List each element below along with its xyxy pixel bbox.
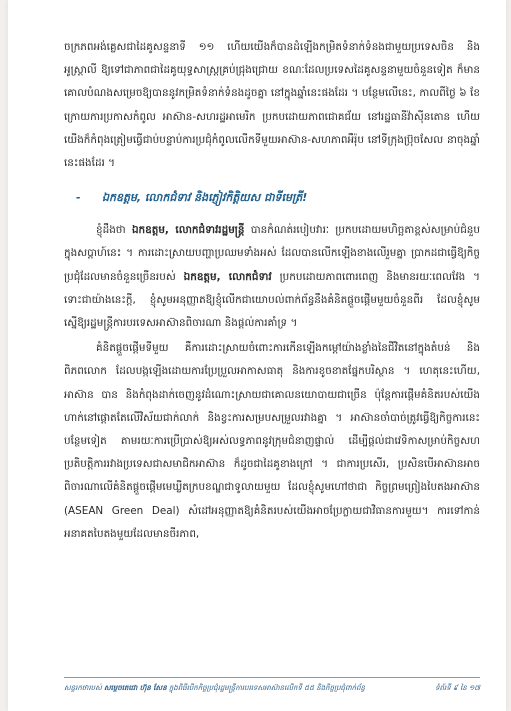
- footer-speaker: សម្តេចតេជោ ហ៊ុន សែន: [104, 684, 167, 692]
- heading-dash: -: [76, 191, 81, 205]
- paragraph-2-honorific-2: ឯកឧត្តម, លោកជំទាវ: [183, 270, 272, 283]
- document-page: [8, 0, 506, 711]
- paragraph-2: [64, 219, 480, 335]
- paragraph-1: ចក្រភពអង់គ្លេសជាដៃគូសន្ទនាទី ១១ ហើយយើងក៏បានដំឡើងកម្រិតទំនាក់ទំនងជាមួយប្រទេសចិន និងអូស្ត្រាលី ឱ្យទៅជាភាពជាដៃគូយុទ្ធសាស្ត្រគ្រប់ជ្រុងជ្រោយ ខណៈដែលប្រទេសដៃគូសន្ទនាមួយចំនួនទៀត ក៏មានគោលបំណងសម្រេចឱ្យបាននូវកម្រិតទំនាក់ទំនងដូចគ្នា នៅក្នុងឆ្នាំនេះផងដែរ ។ បន្ថែមលើនេះ, កាលពីថ្ងៃ ៦ ខែ ក្រោយការប្រកាសកំពូល អាស៊ាន-សហរដ្ឋអាមេរិក ប្រកបដោយភាពជោគជ័យ នៅរដ្ឋធានីវ៉ាស៊ីនតោន ហើយយើងក៏កំពុងត្រៀមធ្វើជាប់បន្ទាប់ការប្រជុំកំពូលលើកទីមួយអាស៊ាន-សហភាពអឺរ៉ុប នៅទីក្រុងប្រ៊ុចសែល នាចុងឆ្នាំនេះផងដែរ ។: [64, 41, 480, 170]
- paragraph-3: គំនិតផ្តួចផ្តើមទីមួយ គឺការដោះស្រាយចំពោះការកើនឡើងកម្តៅយ៉ាងខ្លាំងនៃជីវិតនៅក្នុងតំបន់ និងពិភពលោក ដែលបង្កឡើងដោយការប្រែប្រួលអាកាសធាតុ និងការខូចខាតផ្នែកបរិស្ថាន ។ ហេតុនេះហើយ, អាស៊ាន បាន និងកំពុងដាក់ចេញនូវដំណោះស្រាយជាគោលនយោបាយជាច្រើន ប៉ុន្តែការផ្តើមគំនិតរបស់យើង ហាក់នៅផ្តោតតែលើវិស័យជាក់លាក់ និងខ្វះការសម្របសម្រួលរវាងគ្នា ។ អាស៊ានចាំបាច់ត្រូវធ្វើឱ្យកិច្ចការនេះបន្ថែមទៀត តាមរយៈការប្រើប្រាស់ឱ្យអស់លទ្ធភាពនូវក្រុមជំនាញផ្ទាល់ ដើម្បីផ្តល់ជាវេទិកាសម្រាប់កិច្ចសហប្រតិបត្តិការរវាងប្រទេសជាសមាជិកអាស៊ាន ក៏ដូចជាដៃគូខាងក្រៅ ។ ជាការប្រសើរ, ប្រសិនបើអាស៊ានអាចពិចារណាលើគំនិតផ្តួចផ្តើមមេឃ្លីតក្របខណ្ឌជាទូលាយមួយ ដែលខ្ញុំសូមហៅថាជា កិច្ចព្រមព្រៀងបៃតងអាស៊ាន (ASEAN Green Deal) សំដៅអនុញ្ញាតឱ្យគំនិតរបស់យើងអាចប្រែក្លាយជាវិធានការមួយ។ ការទៅកាន់អនាគតបៃតងមួយដែលមានចីរភាព,: [64, 342, 480, 540]
- footer-suffix: ក្នុងពិធីបើកកិច្ចប្រជុំរដ្ឋមន្ត្រីការបរទេសអាស៊ានលើកទី ៥៥ និងកិច្ចប្រជុំពាក់ព័ន្ធ: [166, 684, 365, 692]
- paragraph-2-honorific-1: ឯកឧត្តម, លោកជំទាវរដ្ឋមន្ត្រី: [131, 224, 245, 237]
- page-body: [64, 36, 480, 546]
- footer-title: [64, 682, 365, 694]
- footer-prefix: សន្ទរកថារបស់: [64, 684, 104, 692]
- section-heading: [76, 187, 480, 209]
- heading-text: ឯកឧត្តម, លោកជំទាវ និងភ្ញៀវកិត្តិយស ជាទីមេត្រី!: [102, 191, 308, 205]
- paragraph-2-part-e: ប្រកបដោយភាពពោរពេញ និងមានរយៈពេលវែង ។ ទោះជាយ៉ាងនេះក្តី, ខ្ញុំសូមអនុញ្ញាតឱ្យខ្ញុំលើកជាយោបល់ពាក់ព័ន្ធនឹងគំនិតផ្តួចផ្តើមមួយចំនួនពីរ ដែលខ្ញុំសូមស្នើឱ្យរដ្ឋមន្ត្រីការបរទេសអាស៊ានពិចារណា និងផ្តល់ការគាំទ្រ ។: [64, 270, 481, 330]
- page-number: ទំព័រទី ៩ នៃ ១៧: [435, 684, 480, 692]
- paragraph-2-part-c: បានកំណត់របៀបវារៈ ប្រកបដោយមហិច្ឆតាខ្ពស់សម្រាប់ជំនួបក្នុងសប្តាហ៍នេះ ។ ការដោះស្រាយបញ្ហាប្រឈមទាំងអស់ ដែលបានលើកឡើងខាងលើរួមគ្នា ប្រាកដជាធ្វើឱ្យកិច្ចប្រជុំដែលមានចំនួនច្រើនរបស់: [64, 224, 480, 283]
- page-footer: [64, 677, 480, 694]
- paragraph-2-part-a: ខ្ញុំដឹងថា: [96, 224, 132, 237]
